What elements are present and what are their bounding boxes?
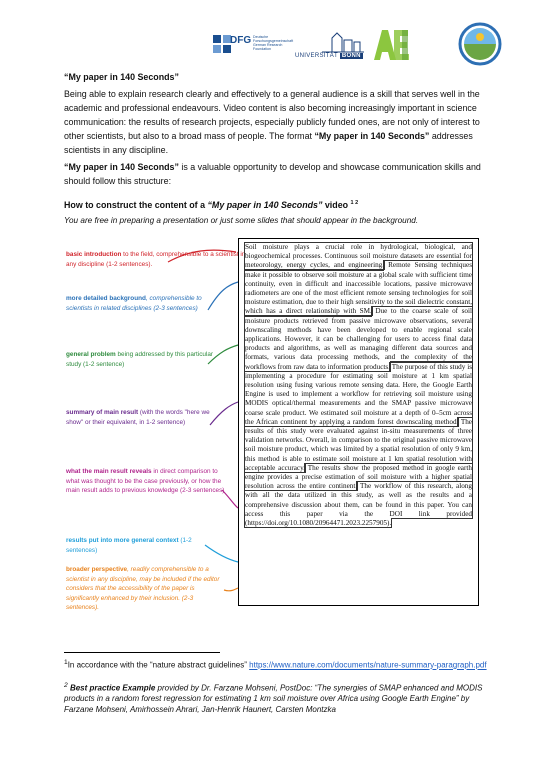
intro-text: Being able to explain research clearly and effectively to a general audience is a skill that serves well in the academic and professional endeavours. Video content is also becoming increasingly important in science communication: the results of research projects, especially publicly funded ones, are not only of interest to other scientists, but also to a broad mass of people. The format xyxy=(64,89,480,141)
format-name: “My paper in 140 Seconds” xyxy=(314,131,430,141)
aei-logo-icon xyxy=(372,26,412,62)
annotation-description: to the field, comprehensible to a scientist in any discipline (1-2 sentences). xyxy=(66,251,246,268)
annotation-label: what the main result reveals xyxy=(66,468,152,475)
abstract-main-result: The purpose of this study is implementing a procedure for estimating soil moisture at 1 km spatial resolution using fusing various remote sensing data. Here, the Google Earth Engine is used to implement a workflow for retrieving soil moisture using MODIS optical/thermal measurements and the SMAP passive microwave coarse scale product. We estimated soil moisture at a depth of 0–5cm across the African continent by applying a random forest downscaling method. xyxy=(245,362,472,426)
section-heading xyxy=(64,196,484,212)
heading-format: “My paper in 140 Seconds” xyxy=(207,199,323,210)
annotation-label: broader perspective xyxy=(66,566,128,573)
footnote-1-text: In accordance with the “nature abstract guidelines” xyxy=(67,660,250,670)
annotation-main-result xyxy=(66,408,216,427)
annotation-description: (with the words "here we show" or their equivalent, in 1-2 sentence) xyxy=(66,409,210,426)
heading-part-a: How to construct the content of a xyxy=(64,199,208,210)
abstract-basic-introduction: Soil moisture plays a crucial role in hydrological, biological, and biogeochemical processes. Continuous soil moisture datasets are essential for meteorology, energy cycles, and engineering. xyxy=(245,243,472,270)
format-name-2: “My paper in 140 Seconds” xyxy=(64,162,179,172)
freedom-note: You are free in preparing a presentation or just some slides that should appear in the background. xyxy=(64,216,419,225)
page-title: “My paper in 140 Seconds” xyxy=(64,72,179,82)
annotation-general-context xyxy=(66,536,216,555)
dfg-logo-subtitle: Deutsche Forschungsgemeinschaft German Research Foundation xyxy=(253,35,294,51)
annotation-description: , comprehensible to scientists in related disciplines (2-3 sentences) xyxy=(66,295,202,312)
heading-footnote-refs: 1 2 xyxy=(350,200,359,206)
structure-paragraph xyxy=(64,160,484,188)
nature-guidelines-link[interactable]: https://www.nature.com/documents/nature-summary-paragraph.pdf xyxy=(249,660,487,670)
arrow-blue xyxy=(208,282,238,310)
annotation-description: in direct comparison to what was thought to be the case previously, or how the main result adds to previous knowledge (2-3 sentences) xyxy=(66,468,225,495)
footnote-1 xyxy=(64,658,494,671)
footnote-2 xyxy=(64,681,494,715)
annotation-basic-introduction xyxy=(66,250,246,269)
intro-text-end: addresses scientists in any discipline. xyxy=(64,131,473,155)
abstract-result-comparison: The results of this study were evaluated against in-situ measurements of three validation networks. Overall, in comparison to the original passive microwave soil moisture product, which was limited by a spatial resolution of only 9 km, this method is able to estimate soil moisture at 1 km spatial resolution with acceptable accuracy. xyxy=(245,417,472,472)
annotation-description: , readily comprehensible to a scientist in any discipline, may be included if the editor considers that the accessibility of the paper is significantly enhanced by their inclusion. (2-3 sentences). xyxy=(66,566,220,612)
annotation-label: general problem xyxy=(66,351,116,358)
annotation-label: basic introduction xyxy=(66,251,122,258)
footnote-2-number: 2 xyxy=(64,682,68,689)
dfg-logo-text: DFG xyxy=(230,35,252,46)
annotation-description: (1-2 sentences) xyxy=(66,537,192,554)
heading-part-c: video xyxy=(322,199,351,210)
annotation-description: being addressed by this particular study (1-2 sentence) xyxy=(66,351,214,368)
bonn-university-word: UNIVERSITÄT xyxy=(295,53,338,59)
annotation-broader-perspective xyxy=(66,565,226,613)
annotation-main-result-reveals xyxy=(66,467,232,496)
header-logos xyxy=(200,22,520,70)
annotation-label: summary of main result xyxy=(66,409,139,416)
intro-paragraph xyxy=(64,87,484,157)
bonn-university-name xyxy=(295,53,363,59)
example-abstract xyxy=(238,238,479,606)
arrow-orange xyxy=(224,588,238,591)
annotation-general-problem xyxy=(66,350,216,369)
footnote-1-number: 1 xyxy=(64,659,68,666)
abstract-broader-perspective: The workflow of this research, along with all the data utilized in this study, as well as the results and a comprehensive discussion about them, can be found in this paper. You can access this paper via the DOI link provided (https://doi.org/10.1080/20964471.2023.2257905). xyxy=(245,482,472,528)
bonn-city-box: BONN xyxy=(341,53,361,59)
footnote-2-label: Best practice Example xyxy=(69,683,156,693)
dfg-logo-icon xyxy=(212,34,232,54)
abstract-detailed-background: Remote Sensing techniques make it possible to observe soil moisture at a global scale with sufficient time continuity, even in difficult and inaccessible locations, passive microwave radiometers are one of the most efficient remote sensing technologies for soil moisture estimation, due to their high sensitivity to the soil dielectric constant, which has a direct relationship with SM. xyxy=(245,261,473,316)
abstract-general-problem: Due to the coarse scale of soil moisture products retrieved from passive microwave observations, several downscaling methods have been developed to enable regional scale applications. However, it can be challenging for users to access final data products and algorithms, as well as managing different data sources and formats, various data processing methods, and the complexity of the workflows from raw data to information products. xyxy=(245,307,472,371)
annotation-detailed-background xyxy=(66,294,206,313)
structure-text: is a valuable opportunity to develop and showcase communication skills and should follow this structure: xyxy=(64,162,481,186)
footnote-2-text: provided by Dr. Farzane Mohseni, PostDoc: “The synergies of SMAP enhanced and MODIS products in a random forest regression for estimating 1 km soil moisture over Africa using Google Earth Engine” by Farzane Mohseni, Amirhossein Ahrari, Jan-Henrik Haunert, Carsten Montzka xyxy=(64,683,483,714)
footnote-divider xyxy=(64,652,220,653)
abstract-general-context: The results show the proposed method in google earth engine provides a precise estimation of soil moisture with a higher spatial resolution across the entire continent. xyxy=(245,463,472,491)
annotation-label: results put into more general context xyxy=(66,537,179,544)
annotation-label: more detailed background xyxy=(66,295,146,302)
circular-institute-logo-icon xyxy=(458,22,502,66)
